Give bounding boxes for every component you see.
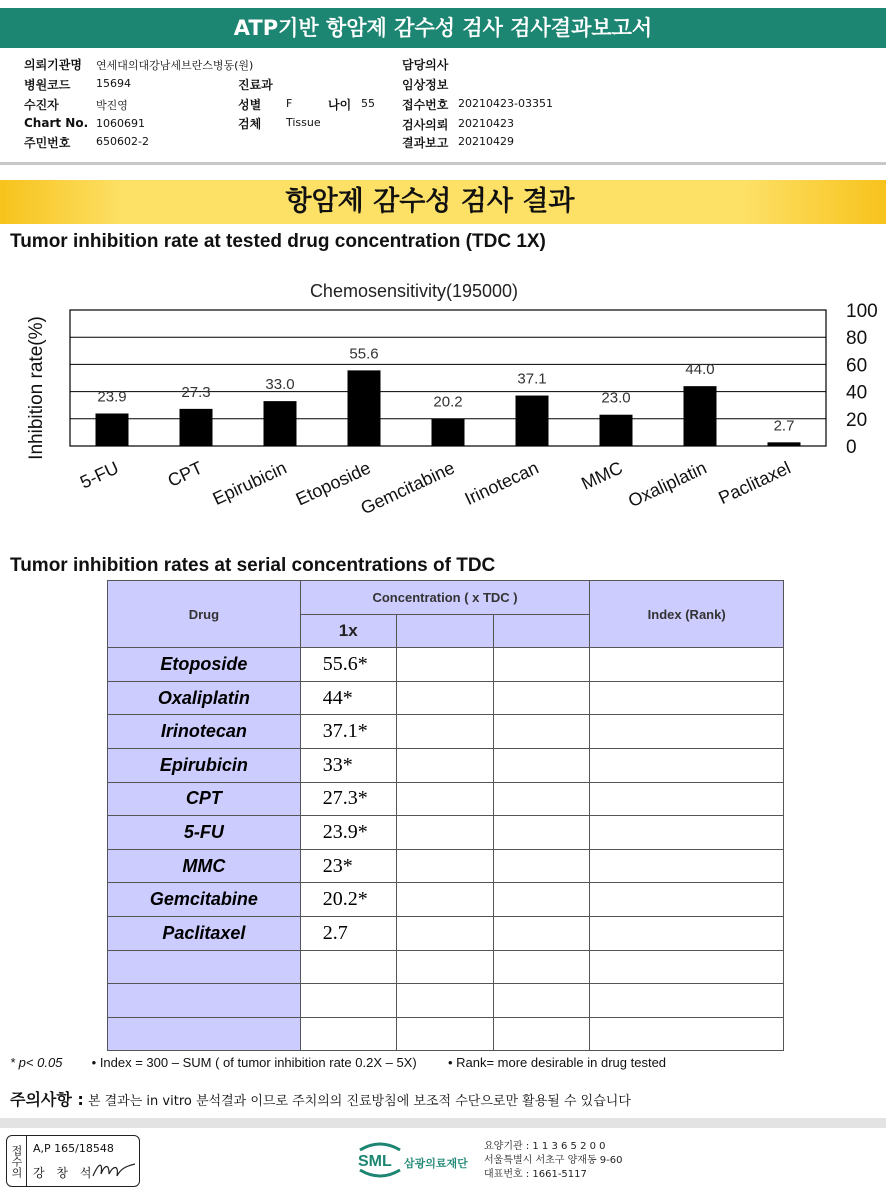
table-row xyxy=(108,748,784,782)
empty-cell xyxy=(396,648,493,682)
bar xyxy=(684,386,717,446)
empty-cell xyxy=(493,681,590,715)
bar-value-label: 37.1 xyxy=(517,370,547,388)
empty-cell xyxy=(396,816,493,850)
result-banner-title: 항암제 감수성 검사 결과 xyxy=(285,186,575,217)
footer-band xyxy=(0,1118,886,1128)
inhibition-value: 23.9* xyxy=(300,816,396,850)
bar xyxy=(264,401,297,446)
drug-name: Epirubicin xyxy=(108,748,301,782)
empty-cell xyxy=(493,648,590,682)
report-title: ATP기반 항암제 감수성 검사 검사결과보고서 xyxy=(0,8,886,48)
empty-cell xyxy=(590,849,784,883)
empty-cell xyxy=(493,950,590,984)
bar xyxy=(96,413,129,446)
divider xyxy=(0,162,886,165)
section-title-serial: Tumor inhibition rates at serial concentrations of TDC xyxy=(10,555,496,576)
contact-line: 대표번호 : 1661-5117 xyxy=(484,1169,587,1180)
inhibition-value xyxy=(300,1017,396,1051)
drug-name: CPT xyxy=(108,782,301,816)
inhibition-value xyxy=(300,984,396,1018)
contact-line: 서울특별시 서초구 양재동 9-60 xyxy=(484,1155,623,1166)
footnote xyxy=(10,1055,666,1070)
inhibition-value: 23* xyxy=(300,849,396,883)
specimen-value: Tissue xyxy=(286,116,321,129)
info-label: Chart No. xyxy=(24,116,89,130)
empty-cell xyxy=(396,916,493,950)
empty-cell xyxy=(396,950,493,984)
empty-cell xyxy=(396,681,493,715)
table-row xyxy=(108,782,784,816)
drug-name xyxy=(108,984,301,1018)
info-label: 병원코드 xyxy=(24,78,71,92)
empty-cell xyxy=(493,715,590,749)
category-label: Etoposide xyxy=(292,457,374,510)
inhibition-value: 37.1* xyxy=(300,715,396,749)
empty-cell xyxy=(396,849,493,883)
drug-name: Paclitaxel xyxy=(108,916,301,950)
empty-cell xyxy=(590,681,784,715)
empty-cell xyxy=(396,782,493,816)
drug-name: MMC xyxy=(108,849,301,883)
inhibition-value: 44* xyxy=(300,681,396,715)
dept-label: 진료과 xyxy=(238,78,273,92)
contact-info xyxy=(484,1140,623,1182)
bar xyxy=(180,409,213,446)
empty-cell xyxy=(590,984,784,1018)
empty-cell xyxy=(590,782,784,816)
empty-cell xyxy=(590,715,784,749)
info-label: 수진자 xyxy=(24,98,59,112)
info-label: 결과보고 xyxy=(402,136,449,150)
inhibition-value: 2.7 xyxy=(300,916,396,950)
info-value: 20210423-03351 xyxy=(458,97,553,110)
y-tick-label: 20 xyxy=(846,409,868,431)
info-label: 임상정보 xyxy=(402,78,449,92)
empty-cell xyxy=(493,1017,590,1051)
empty-cell xyxy=(590,916,784,950)
bar xyxy=(600,415,633,446)
signature-icon xyxy=(91,1158,137,1182)
header-concentration: Concentration ( x TDC ) xyxy=(300,581,590,615)
empty-cell xyxy=(396,984,493,1018)
bar-value-label: 44.0 xyxy=(685,361,715,379)
bar-value-label: 55.6 xyxy=(349,345,379,363)
inhibition-value xyxy=(300,950,396,984)
table-row xyxy=(108,1017,784,1051)
inhibition-value: 55.6* xyxy=(300,648,396,682)
chemosensitivity-chart xyxy=(0,270,886,545)
stamp-license: A,P 165/18548 xyxy=(33,1142,114,1155)
index-note: • Index = 300 – SUM ( of tumor inhibition rate 0.2X – 5X) xyxy=(91,1055,417,1070)
info-value: 15694 xyxy=(96,77,131,90)
category-label: Gemcitabine xyxy=(357,457,458,519)
info-label: 접수번호 xyxy=(402,98,449,112)
bar xyxy=(516,396,549,446)
category-label: MMC xyxy=(578,457,626,494)
table-row xyxy=(108,883,784,917)
header-drug: Drug xyxy=(108,581,301,648)
contact-line: 요양기관 : 1 1 3 6 5 2 0 0 xyxy=(484,1141,606,1152)
category-label: Paclitaxel xyxy=(715,457,794,509)
caution-text: 본 결과는 in vitro 분석결과 이므로 주치의의 진료방침에 보조적 수단으로만 활용될 수 있습니다 xyxy=(87,1094,631,1109)
bar xyxy=(348,370,381,446)
table-row xyxy=(108,984,784,1018)
empty-cell xyxy=(590,648,784,682)
table-row xyxy=(108,916,784,950)
inhibition-value: 20.2* xyxy=(300,883,396,917)
category-label: Epirubicin xyxy=(209,457,290,510)
foundation-name: 삼광의료재단 xyxy=(404,1157,468,1170)
empty-cell xyxy=(396,715,493,749)
patient-info xyxy=(0,56,886,164)
empty-cell xyxy=(396,748,493,782)
y-tick-label: 100 xyxy=(846,301,878,322)
header-empty-col xyxy=(493,614,590,648)
rank-note: • Rank= more desirable in drug tested xyxy=(447,1055,667,1070)
info-label: 주민번호 xyxy=(24,136,71,150)
category-label: Oxaliplatin xyxy=(625,457,710,512)
bar-value-label: 33.0 xyxy=(265,376,295,394)
empty-cell xyxy=(590,883,784,917)
stamp-label: 접수의 xyxy=(7,1136,27,1186)
caution-label: 주의사항 : xyxy=(10,1090,84,1109)
info-value: 1060691 xyxy=(96,117,145,130)
info-label: 검사의뢰 xyxy=(402,118,449,132)
y-tick-label: 60 xyxy=(846,355,868,377)
info-value: 650602-2 xyxy=(96,135,149,148)
header-index: Index (Rank) xyxy=(590,581,784,648)
empty-cell xyxy=(493,883,590,917)
result-banner xyxy=(0,180,886,224)
bar-value-label: 20.2 xyxy=(433,393,463,411)
empty-cell xyxy=(590,1017,784,1051)
y-tick-label: 0 xyxy=(846,437,857,458)
drug-name: 5-FU xyxy=(108,816,301,850)
inhibition-value: 27.3* xyxy=(300,782,396,816)
drug-name xyxy=(108,950,301,984)
bar-value-label: 27.3 xyxy=(181,383,211,401)
drug-name: Gemcitabine xyxy=(108,883,301,917)
empty-cell xyxy=(493,816,590,850)
table-row xyxy=(108,849,784,883)
stamp-name: 강 창 석 xyxy=(33,1166,96,1180)
empty-cell xyxy=(493,984,590,1018)
bar-value-label: 23.9 xyxy=(97,388,127,406)
y-tick-label: 40 xyxy=(846,382,868,404)
table-row xyxy=(108,681,784,715)
table-row xyxy=(108,950,784,984)
age-label: 나이 xyxy=(328,98,352,112)
drug-name: Etoposide xyxy=(108,648,301,682)
info-value: 연세대의대강남세브란스병동(원) xyxy=(96,59,254,72)
empty-cell xyxy=(590,816,784,850)
category-label: Irinotecan xyxy=(461,457,542,510)
info-value: 20210429 xyxy=(458,135,514,148)
drug-name: Irinotecan xyxy=(108,715,301,749)
bar xyxy=(768,442,801,446)
empty-cell xyxy=(493,782,590,816)
empty-cell xyxy=(590,748,784,782)
sex-label: 성별 xyxy=(238,98,262,112)
table-row xyxy=(108,648,784,682)
y-axis-label: Inhibition rate(%) xyxy=(26,316,47,460)
caution xyxy=(10,1087,631,1110)
drug-name: Oxaliplatin xyxy=(108,681,301,715)
p-value-note: * p< 0.05 xyxy=(10,1055,63,1070)
empty-cell xyxy=(493,748,590,782)
header-1x: 1x xyxy=(300,614,396,648)
table-row xyxy=(108,816,784,850)
drug-name xyxy=(108,1017,301,1051)
y-tick-label: 80 xyxy=(846,328,868,350)
drug-table xyxy=(107,580,784,1051)
empty-cell xyxy=(396,1017,493,1051)
inhibition-value: 33* xyxy=(300,748,396,782)
empty-cell xyxy=(396,883,493,917)
info-value: 박진영 xyxy=(96,99,128,112)
header-empty-col xyxy=(396,614,493,648)
empty-cell xyxy=(493,849,590,883)
info-label: 담당의사 xyxy=(402,58,449,72)
logo-mark: SML xyxy=(358,1153,392,1170)
specimen-label: 검체 xyxy=(238,117,262,131)
bar xyxy=(432,419,465,446)
age-value: 55 xyxy=(361,97,375,110)
bar-value-label: 23.0 xyxy=(601,389,631,407)
category-label: 5-FU xyxy=(76,457,122,493)
bar-value-label: 2.7 xyxy=(773,417,795,435)
info-value: 20210423 xyxy=(458,117,514,130)
table-row xyxy=(108,715,784,749)
chart-title: Chemosensitivity(195000) xyxy=(309,281,519,301)
info-label: 의뢰기관명 xyxy=(24,58,82,72)
section-title-tdc: Tumor inhibition rate at tested drug concentration (TDC 1X) xyxy=(10,231,546,252)
category-label: CPT xyxy=(164,457,206,491)
empty-cell xyxy=(590,950,784,984)
reviewer-stamp xyxy=(6,1135,140,1187)
sex-value: F xyxy=(286,97,293,110)
empty-cell xyxy=(493,916,590,950)
